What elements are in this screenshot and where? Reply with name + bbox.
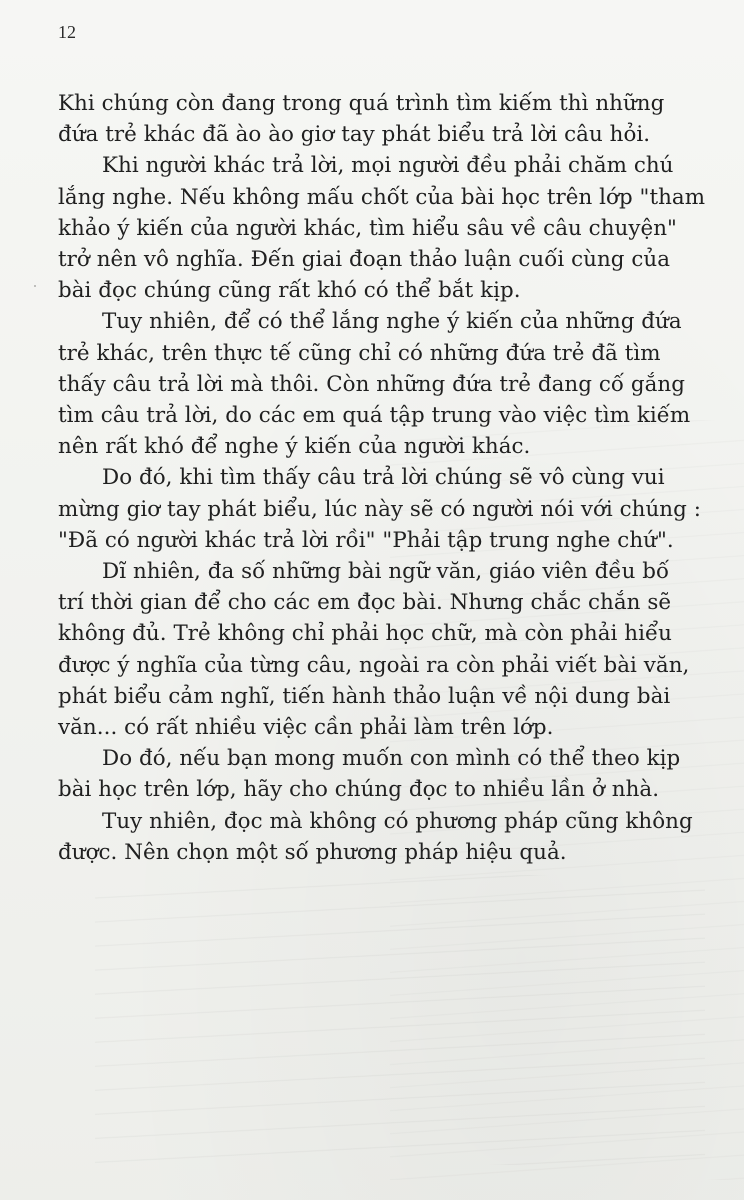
paragraph-6	[58, 743, 708, 805]
text-line: lắng nghe. Nếu không mấu chốt của bài học trên lớp "tham	[58, 184, 706, 210]
text-line: mừng giơ tay phát biểu, lúc này sẽ có người nói với chúng :	[58, 496, 701, 522]
paragraph-7	[58, 806, 708, 868]
paragraph-2	[58, 150, 708, 306]
text-line: đứa trẻ khác đã ào ào giơ tay phát biểu trả lời câu hỏi.	[58, 122, 651, 148]
paragraph-5	[58, 556, 708, 743]
text-line: Khi chúng còn đang trong quá trình tìm kiếm thì những	[58, 91, 665, 116]
paragraph-1	[58, 88, 708, 150]
text-line: được ý nghĩa của từng câu, ngoài ra còn phải viết bài văn,	[58, 652, 690, 678]
text-line: bài đọc chúng cũng rất khó có thể bắt kịp.	[58, 278, 521, 304]
text-line: tìm câu trả lời, do các em quá tập trung vào việc tìm kiếm	[58, 403, 691, 429]
text-line: trí thời gian để cho các em đọc bài. Nhưng chắc chắn sẽ	[58, 590, 672, 616]
lower-show-through-texture	[95, 875, 705, 1165]
text-line: được. Nên chọn một số phương pháp hiệu quả.	[58, 839, 567, 865]
text-line: bài học trên lớp, hãy cho chúng đọc to nhiều lần ở nhà.	[58, 777, 660, 803]
text-line: phát biểu cảm nghĩ, tiến hành thảo luận về nội dung bài	[58, 683, 671, 709]
text-line: nên rất khó để nghe ý kiến của người khác.	[58, 434, 531, 460]
paragraph-3	[58, 306, 708, 462]
text-line: Tuy nhiên, đọc mà không có phương pháp cũng không	[102, 808, 693, 834]
page-number: 12	[58, 22, 76, 42]
margin-dot	[34, 285, 36, 287]
text-line: "Đã có người khác trả lời rồi" "Phải tập trung nghe chứ".	[58, 527, 674, 553]
text-line: Dĩ nhiên, đa số những bài ngữ văn, giáo viên đều bố	[102, 559, 670, 585]
text-line: khảo ý kiến của người khác, tìm hiểu sâu về câu chuyện"	[58, 215, 677, 241]
body-text	[58, 88, 708, 868]
text-line: văn... có rất nhiều việc cần phải làm trên lớp.	[58, 715, 554, 741]
text-line: Tuy nhiên, để có thể lắng nghe ý kiến của những đứa	[102, 309, 682, 335]
text-line: Do đó, khi tìm thấy câu trả lời chúng sẽ vô cùng vui	[102, 465, 665, 491]
text-line: trở nên vô nghĩa. Đến giai đoạn thảo luận cuối cùng của	[58, 247, 671, 273]
text-line: thấy câu trả lời mà thôi. Còn những đứa trẻ đang cố gắng	[58, 371, 685, 397]
text-line: Khi người khác trả lời, mọi người đều phải chăm chú	[102, 153, 674, 179]
text-line: trẻ khác, trên thực tế cũng chỉ có những đứa trẻ đã tìm	[58, 340, 661, 366]
paragraph-4	[58, 462, 708, 556]
text-line: Do đó, nếu bạn mong muốn con mình có thể theo kịp	[102, 746, 681, 772]
text-line: không đủ. Trẻ không chỉ phải học chữ, mà còn phải hiểu	[58, 621, 673, 647]
